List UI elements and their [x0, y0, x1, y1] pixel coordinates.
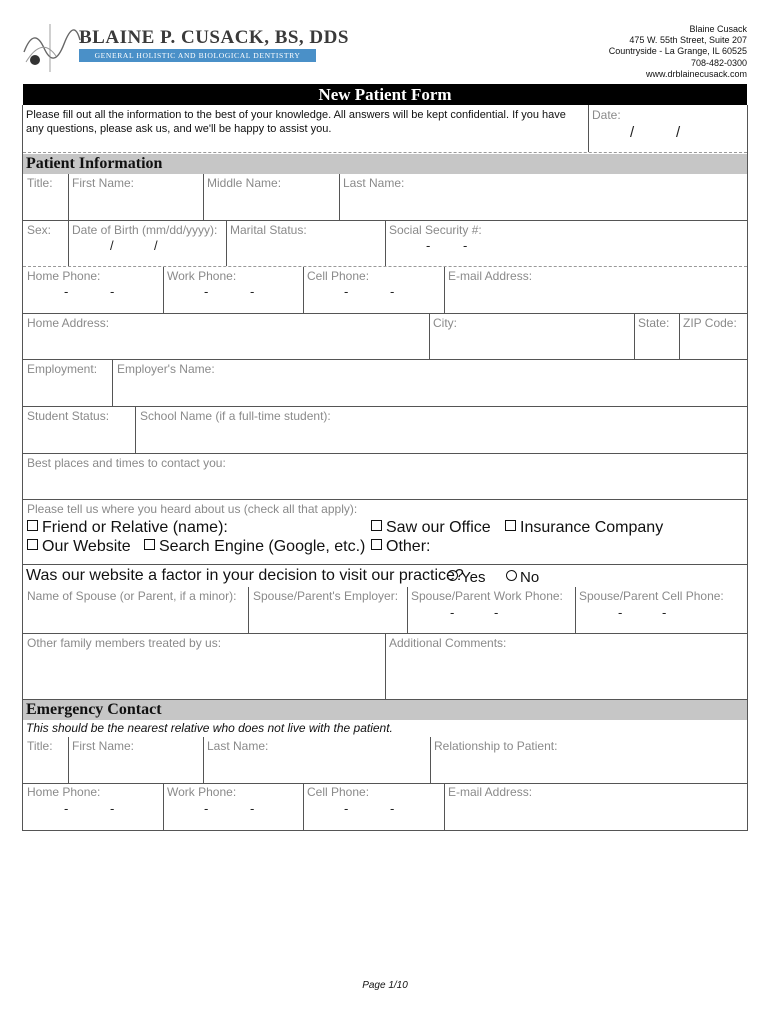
practice-address [609, 24, 747, 80]
last-name-label: Last Name: [343, 176, 405, 190]
spouse-cell-phone-field[interactable] [576, 587, 747, 633]
ec-title-label: Title: [27, 739, 53, 753]
spouse-employer-field[interactable] [249, 587, 407, 633]
spouse-cell-dash-1: - [618, 605, 623, 620]
ec-home-dash-2: - [110, 801, 115, 816]
heard-about-label: Please tell us where you heard about us (check all that apply): [27, 502, 358, 516]
spouse-work-dash-1: - [450, 605, 455, 620]
spouse-employer-label: Spouse/Parent's Employer: [253, 589, 399, 603]
home-phone-label: Home Phone: [27, 269, 101, 283]
ec-last-name-label: Last Name: [207, 739, 269, 753]
employer-field[interactable] [113, 359, 747, 406]
option-website[interactable] [27, 538, 131, 556]
ec-title-field[interactable] [23, 737, 68, 783]
form-title-bar [23, 84, 747, 105]
home-phone-field[interactable] [23, 267, 163, 313]
option-other[interactable] [371, 538, 430, 556]
spouse-name-field[interactable] [23, 587, 248, 633]
option-friend[interactable] [27, 519, 228, 537]
marital-field[interactable] [227, 220, 385, 266]
student-status-field[interactable] [23, 406, 135, 453]
city-field[interactable] [430, 313, 634, 359]
middle-name-label: Middle Name: [207, 176, 282, 190]
date-slash-2: / [676, 124, 681, 141]
option-other-label: Other: [386, 538, 431, 555]
first-name-label: First Name: [72, 176, 135, 190]
address-line-street: 475 W. 55th Street, Suite 207 [629, 35, 747, 46]
ec-work-phone-label: Work Phone: [167, 785, 237, 799]
ec-cell-dash-1: - [344, 801, 349, 816]
best-places-field[interactable] [23, 453, 747, 499]
ssn-dash-1: - [426, 238, 431, 253]
ssn-field[interactable] [386, 220, 747, 266]
cell-phone-dash-2: - [390, 284, 395, 299]
ec-email-label: E-mail Address: [448, 785, 533, 799]
spouse-cell-dash-2: - [662, 605, 667, 620]
ec-work-dash-1: - [204, 801, 209, 816]
option-saw-office-label: Saw our Office [386, 519, 491, 536]
student-status-label: Student Status: [27, 409, 110, 423]
radio-icon[interactable] [506, 570, 517, 581]
ec-work-dash-2: - [250, 801, 255, 816]
option-insurance[interactable] [505, 519, 663, 537]
option-insurance-label: Insurance Company [520, 519, 664, 536]
zip-field[interactable] [680, 313, 747, 359]
spouse-work-dash-2: - [494, 605, 499, 620]
ec-work-phone-field[interactable] [164, 783, 303, 830]
title-field[interactable] [23, 174, 68, 220]
ec-first-name-label: First Name: [72, 739, 135, 753]
marital-label: Marital Status: [230, 223, 307, 237]
middle-name-field[interactable] [204, 174, 339, 220]
ec-cell-dash-2: - [390, 801, 395, 816]
home-phone-dash-2: - [110, 284, 115, 299]
patient-section-title: Patient Information [26, 155, 163, 172]
zip-label: ZIP Code: [683, 316, 737, 330]
checkbox-icon[interactable] [371, 539, 382, 550]
other-family-field[interactable] [23, 633, 385, 699]
date-field[interactable] [589, 105, 746, 152]
home-phone-dash-1: - [64, 284, 69, 299]
logo [22, 22, 349, 74]
ec-cell-phone-label: Cell Phone: [307, 785, 370, 799]
state-label: State: [638, 316, 670, 330]
comments-field[interactable] [386, 633, 747, 699]
ec-home-phone-field[interactable] [23, 783, 163, 830]
logo-mark-icon [22, 22, 82, 74]
ec-relationship-field[interactable] [431, 737, 747, 783]
email-label: E-mail Address: [448, 269, 533, 283]
other-family-label: Other family members treated by us: [27, 636, 222, 650]
checkbox-icon[interactable] [144, 539, 155, 550]
option-search-label: Search Engine (Google, etc.) [159, 538, 366, 555]
emergency-note: This should be the nearest relative who does not live with the patient. [26, 721, 393, 735]
date-label: Date: [592, 108, 621, 122]
dob-field[interactable] [69, 220, 226, 266]
sex-label: Sex: [27, 223, 52, 237]
form-title: New Patient Form [318, 85, 452, 104]
website-factor-no[interactable] [506, 569, 539, 586]
yes-label: Yes [461, 569, 486, 586]
spouse-name-label: Name of Spouse (or Parent, if a minor): [27, 589, 237, 603]
address-line-city: Countryside - La Grange, IL 60525 [608, 46, 747, 57]
comments-label: Additional Comments: [389, 636, 507, 650]
ec-first-name-field[interactable] [69, 737, 203, 783]
logo-tagline-bar [79, 49, 316, 62]
home-address-field[interactable] [23, 313, 429, 359]
work-phone-label: Work Phone: [167, 269, 237, 283]
option-website-label: Our Website [42, 538, 131, 555]
option-friend-label: Friend or Relative (name): [42, 519, 228, 536]
employment-label: Employment: [27, 362, 98, 376]
school-label: School Name (if a full-time student): [140, 409, 331, 423]
date-slash-1: / [630, 124, 635, 141]
option-saw-office[interactable] [371, 519, 491, 537]
checkbox-icon[interactable] [27, 520, 38, 531]
school-field[interactable] [136, 406, 747, 453]
emergency-section-title: Emergency Contact [26, 701, 162, 718]
city-label: City: [433, 316, 457, 330]
first-name-field[interactable] [69, 174, 203, 220]
cell-phone-label: Cell Phone: [307, 269, 370, 283]
ec-last-name-field[interactable] [204, 737, 430, 783]
ec-cell-phone-field[interactable] [304, 783, 444, 830]
dob-slash-1: / [110, 238, 114, 253]
employer-label: Employer's Name: [117, 362, 215, 376]
website-factor-yes[interactable] [447, 569, 485, 586]
spouse-cell-phone-label: Spouse/Parent Cell Phone: [579, 589, 724, 603]
home-address-label: Home Address: [27, 316, 110, 330]
dob-slash-2: / [154, 238, 158, 253]
option-search[interactable] [144, 538, 365, 556]
state-field[interactable] [635, 313, 679, 359]
address-line-website[interactable]: www.drblainecusack.com [645, 68, 747, 79]
radio-icon[interactable] [447, 570, 458, 581]
cell-phone-field[interactable] [304, 267, 444, 313]
sex-field[interactable] [23, 220, 68, 266]
work-phone-field[interactable] [164, 267, 303, 313]
ssn-label: Social Security #: [389, 223, 482, 237]
ssn-dash-2: - [463, 238, 468, 253]
email-field[interactable] [445, 267, 747, 313]
ec-email-field[interactable] [445, 783, 747, 830]
ec-home-phone-label: Home Phone: [27, 785, 101, 799]
spouse-work-phone-field[interactable] [408, 587, 575, 633]
logo-tagline: GENERAL HOLISTIC AND BIOLOGICAL DENTISTRY [94, 51, 301, 60]
intro-text: Please fill out all the information to the best of your knowledge. All answers will be kept confidential. If you have any questions, please ask us, and we'll be happy to assist you. [26, 109, 566, 135]
work-phone-dash-2: - [250, 284, 255, 299]
page-number: Page 1/10 [362, 980, 408, 991]
checkbox-icon[interactable] [371, 520, 382, 531]
dob-label: Date of Birth (mm/dd/yyyy): [72, 223, 218, 237]
cell-phone-dash-1: - [344, 284, 349, 299]
ec-home-dash-1: - [64, 801, 69, 816]
spouse-work-phone-label: Spouse/Parent Work Phone: [411, 589, 563, 603]
address-line-phone: 708-482-0300 [690, 57, 747, 68]
last-name-field[interactable] [340, 174, 747, 220]
address-line-name: Blaine Cusack [689, 24, 747, 34]
checkbox-icon[interactable] [505, 520, 516, 531]
checkbox-icon[interactable] [27, 539, 38, 550]
website-factor-question: Was our website a factor in your decision to visit our practice? [26, 567, 464, 584]
employment-field[interactable] [23, 359, 112, 406]
title-label: Title: [27, 176, 53, 190]
best-places-label: Best places and times to contact you: [27, 456, 226, 470]
ec-relationship-label: Relationship to Patient: [434, 739, 558, 753]
work-phone-dash-1: - [204, 284, 209, 299]
no-label: No [520, 569, 540, 586]
logo-name: BLAINE P. CUSACK, BS, DDS [79, 27, 349, 48]
